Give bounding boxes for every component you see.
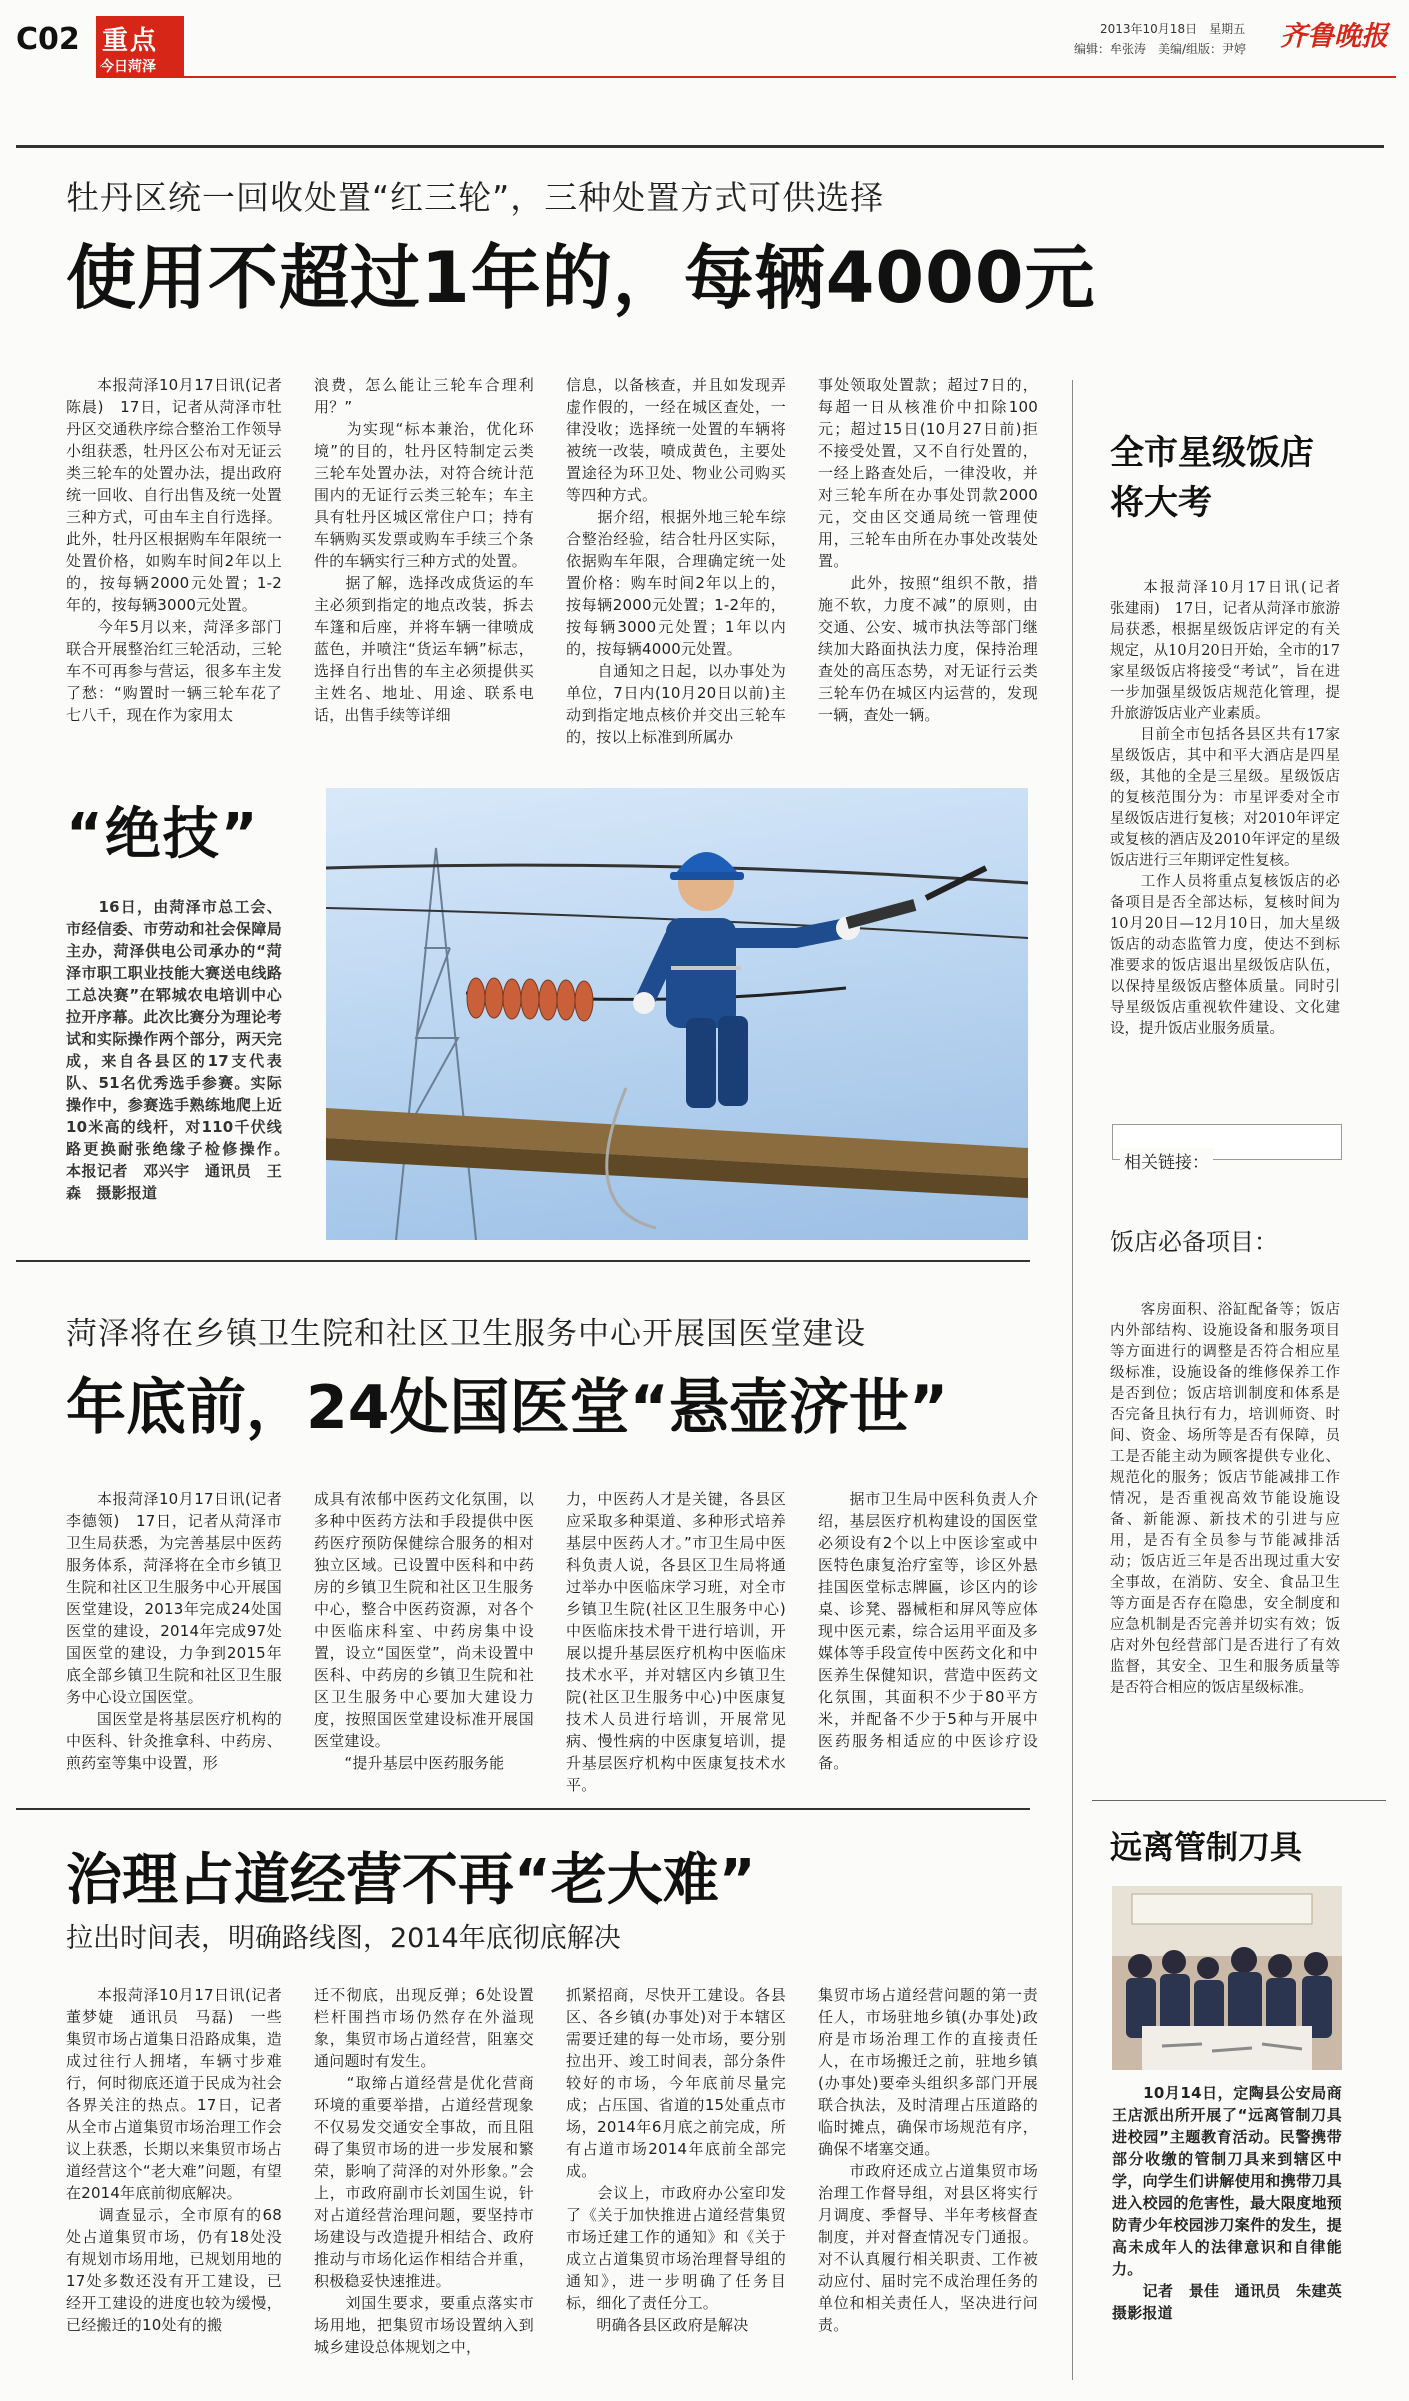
photo1-caption: 16日，由菏泽市总工会、市经信委、市劳动和社会保障局主办，菏泽供电公司承办的“菏泽市职工职业技能大赛送电线路工总决赛”在郓城农电培训中心拉开序幕。此次比赛分为理论考试和实际操作两个部分，两天完成，来自各县区的17支代表队、51名优秀选手参赛。实际操作中，参赛选手熟练地爬上近10米高的线杆，对110千伏线路更换耐张绝缘子检修操作。 本报记者 邓兴宇 通讯员 王森 摄影报道 xyxy=(66,898,298,1202)
story1-column-3: 信息，以备核查，并且如发现弄虚作假的，一经在城区查处，一律没收；选择统一处置的车辆将被统一改装，喷成黄色，主要处置途径为环卫处、物业公司购买等四种方式。 据介绍，根据外地三轮车综合整治经验，结合牡丹区实际，依据购车年限，合理确定统一处置价格：购车时间2年以上的，按每辆2000元处置；1-2年的，按每辆3000元处置；1年以内的，按每辆4000元处置。 自通知之日起，以办事处为单位，7日内(10月20日以前)主动到指定地点核价并交出三轮车的，按以上标准到所属办 xyxy=(566,376,786,746)
sidebar-checklist: 客房面积、浴缸配备等；饭店内外部结构、设施设备和服务项目等方面进行的调整是否符合相应星级标准，设施设备的维修保养工作是否到位；饭店培训制度和体系是否完备且执行有力，培训师资、时间、资金、场所等是否有保障，员工是否能主动为顾客提供专业化、规范化的服务；饭店节能减排工作情况，是否重视高效节能设施设备、新能源、新技术的引进与应用，是否有全员参与节能减排活动；饭店近三年是否出现过重大安全事故，在消防、安全、食品卫生等方面是否存在隐患，安全制度和应急机制是否完善并切实有效；饭店对外包经营部门是否进行了有效监督，其安全、卫生和服务质量等是否符合相应的饭店星级标准。 xyxy=(1110,1302,1340,1696)
police-classroom-photo xyxy=(1112,1886,1342,2070)
story3-column-4: 集贸市场占道经营问题的第一责任人，市场驻地乡镇(办事处)政府是市场治理工作的直接责任人，在市场搬迁之前，驻地乡镇(办事处)要牵头组织多部门开展联合执法，及时清理占压道路的临时摊点，确保市场规范有序，确保不堵塞交通。 市政府还成立占道集贸市场治理工作督导组，对县区将实行月调度、季督导、半年考核督查制度，并对督查情况专门通报。对不认真履行相关职责、工作被动应付、届时完不成治理任务的单位和相关责任人，坚决进行问责。 xyxy=(818,1986,1038,2334)
sidebar-news-title: 远离管制刀具 xyxy=(1110,1828,1303,1866)
related-link-label[interactable]: 相关链接： xyxy=(1120,1148,1213,1173)
sidebar-news-rule xyxy=(1092,1800,1386,1801)
header-underline xyxy=(96,76,1396,78)
date-line: 2013年10月18日 星期五 xyxy=(1100,22,1246,36)
editor-line: 编辑：牟张涛 美编/组版：尹婷 xyxy=(1074,42,1247,56)
story2-headline: 年底前，24处国医堂“悬壶济世” xyxy=(66,1373,949,1443)
story1-column-1: 本报菏泽10月17日讯(记者 陈晨) 17日，记者从菏泽市牡丹区交通秩序综合整治工作领导小组获悉，牡丹区公布对无证云类三轮车的处置办法，提出政府统一回收、自行出售及统一处置三种方式，可由车主自行选择。此外，牡丹区根据购车年限统一处置价格，如购车时间2年以上的，按每辆2000元处置；1-2年的，按每辆3000元处置。 今年5月以来，菏泽多部门联合开展整治红三轮活动，三轮车不可再参与营运，很多车主发了愁：“购置时一辆三轮车花了七八千，现在作为家用太 xyxy=(66,376,282,724)
story1-column-4: 事处领取处置款；超过7日的，每超一日从核准价中扣除100元；超过15日(10月27日前)拒不接受处置，又不自行处置的，一经上路查处后，一律没收，并对三轮车所在办事处罚款2000元，交由区交通局统一管理使用，三轮车由所在办事处改装处置。 此外，按照“组织不散，措施不软，力度不减”的原则，由交通、公安、城市执法等部门继续加大路面执法力度，保持治理查处的高压态势，对无证行云类三轮车仍在城区内运营的，发现一辆，查处一辆。 xyxy=(818,376,1038,724)
story3-headline: 治理占道经营不再“老大难” xyxy=(66,1848,756,1913)
story1-headline: 使用不超过1年的，每辆4000元 xyxy=(66,237,1096,319)
sidebar-title: 全市星级饭店将大考 xyxy=(1110,433,1314,523)
masthead-logo: 齐鲁晚报 xyxy=(1280,21,1388,52)
story3-column-2: 迁不彻底，出现反弹；6处设置栏杆围挡市场仍然存在外溢现象，集贸市场占道经营，阻塞交通问题时有发生。 “取缔占道经营是优化营商环境的重要举措，占道经营现象不仅易发交通安全事故，而且阻碍了集贸市场的进一步发展和繁荣，影响了菏泽的对外形象。”会上，市政府副市长刘国生说，针对占道经营治理问题，要坚持市场建设与改造提升相结合、政府推动与市场化运作相结合并重，积极稳妥快速推进。 刘国生要求，要重点落实市场用地，把集贸市场设置纳入到城乡建设总体规划之中， xyxy=(314,1986,534,2356)
story3-top-rule xyxy=(16,1808,1030,1810)
page-number: C02 xyxy=(16,22,80,57)
sidebar-subtitle: 饭店必备项目： xyxy=(1110,1228,1278,1256)
section-subtitle: 今日菏泽 xyxy=(100,59,156,75)
story2-column-2: 成具有浓郁中医药文化氛围，以多种中医药方法和手段提供中医药医疗预防保健综合服务的相对独立区域。已设置中医科和中药房的乡镇卫生院和社区卫生服务中心，整合中医药资源，对各个中医临床科室、中药房集中设置，设立“国医堂”，尚未设置中医科、中药房的乡镇卫生院和社区卫生服务中心要加大建设力度，按照国医堂建设标准开展国医堂建设。 “提升基层中医药服务能 xyxy=(314,1490,534,1772)
sidebar-divider xyxy=(1072,380,1073,2380)
sidebar-news-caption: 10月14日，定陶县公安局商王店派出所开展了“远离管制刀具进校园”主题教育活动。民警携带部分收缴的管制刀具来到辖区中学，向学生们讲解使用和携带刀具进入校园的危害性，最大限度地预防青少年校园涉刀案件的发生，提高未成年人的法律意识和自律能力。 记者 景佳 通讯员 朱建英 摄影报道 xyxy=(1112,2084,1342,2322)
story1-top-rule xyxy=(16,145,1384,148)
section-title: 重点 xyxy=(102,26,159,56)
story3-column-1: 本报菏泽10月17日讯(记者 董梦婕 通讯员 马磊) 一些集贸市场占道集日沿路成集，造成过往行人拥堵，车辆寸步难行，何时彻底还道于民成为社会各界关注的热点。17日，记者从全市占道集贸市场治理工作会议上获悉，长期以来集贸市场占道经营这个“老大难”问题，有望在2014年底前彻底解决。 调查显示，全市原有的68处占道集贸市场，仍有18处没有规划市场用地，已规划用地的17处多数还没有开工建设，已经开工建设的进度也较为缓慢，已经搬迁的10处有的搬 xyxy=(66,1986,282,2334)
lineman-photo xyxy=(326,788,1028,1240)
story2-kicker: 菏泽将在乡镇卫生院和社区卫生服务中心开展国医堂建设 xyxy=(66,1316,866,1352)
story3-column-3: 抓紧招商，尽快开工建设。各县区、各乡镇(办事处)对于本辖区需要迁建的每一处市场，要分别拉出开、竣工时间表，部分条件较好的市场，今年底前尽量完成；占压国、省道的15处重点市场，2014年6月底之前完成，所有占道市场2014年底前全部完成。 会议上，市政府办公室印发了《关于加快推进占道经营集贸市场迁建工作的通知》和《关于成立占道集贸市场治理督导组的通知》，进一步明确了任务目标，细化了责任分工。 明确各县区政府是解决 xyxy=(566,1986,786,2334)
story2-top-rule xyxy=(16,1260,1030,1262)
story1-column-2: 浪费，怎么能让三轮车合理利用？” 为实现“标本兼治，优化环境”的目的，牡丹区特制定云类三轮车处置办法，对符合统计范围内的无证行云类三轮车；车主具有牡丹区城区常住户口；持有车辆购买发票或购车手续三个条件的车辆实行三种方式的处置。 据了解，选择改成货运的车主必须到指定的地点改装，拆去车篷和后座，并将车辆一律喷成蓝色，并喷注“货运车辆”标志，选择自行出售的车主必须提供买主姓名、地址、用途、联系电话，出售手续等详细 xyxy=(314,376,534,724)
story2-column-1: 本报菏泽10月17日讯(记者 李德领) 17日，记者从菏泽市卫生局获悉，为完善基层中医药服务体系，菏泽将在全市乡镇卫生院和社区卫生服务中心开展国医堂建设，2013年完成24处国医堂的建设，2014年完成97处国医堂的建设，力争到2015年底全部乡镇卫生院和社区卫生服务中心设立国医堂。 国医堂是将基层医疗机构的中医科、针灸推拿科、中药房、煎药室等集中设置，形 xyxy=(66,1490,282,1772)
story2-column-3: 力，中医药人才是关键，各县区应采取多种渠道、多种形式培养基层中医药人才。”市卫生局中医科负责人说，各县区卫生局将通过举办中医临床学习班，对全市乡镇卫生院(社区卫生服务中心)中医临床技术骨干进行培训，开展以提升基层医疗机构中医临床技术水平，并对辖区内乡镇卫生院(社区卫生服务中心)中医康复技术人员进行培训，开展常见病、慢性病的中医康复培训，提升基层医疗机构中医康复技术水平。 xyxy=(566,1490,786,1794)
sidebar-article: 本报菏泽10月17日讯(记者 张建雨) 17日，记者从菏泽市旅游局获悉，根据星级饭店评定的有关规定，从10月20日开始，全市的17家星级饭店将接受“考试”，旨在进一步加强星级饭店规范化管理，提升旅游饭店业产业素质。 目前全市包括各县区共有17家星级饭店，其中和平大酒店是四星级，其他的全是三星级。星级饭店的复核范围分为：市星评委对全市星级饭店进行复核；对2010年评定或复核的酒店及2010年评定的星级饭店进行三年期评定性复核。 工作人员将重点复核饭店的必备项目是否全部达标，复核时间为10月20日—12月10日，加大星级饭店的动态监管力度，使达不到标准要求的饭店退出星级饭店队伍，以保持星级饭店整体质量。同时引导星级饭店重视软件建设、文化建设，提升饭店业服务质量。 xyxy=(1110,580,1340,1037)
story3-subhead: 拉出时间表，明确路线图，2014年底彻底解决 xyxy=(66,1923,621,1954)
photo1-title: “绝技” xyxy=(66,802,260,867)
story2-column-4: 据市卫生局中医科负责人介绍，基层医疗机构建设的国医堂必须设有2个以上中医诊室或中医特色康复治疗室等，诊区外悬挂国医堂标志牌匾，诊区内的诊桌、诊凳、器械柜和屏风等应体现中医元素，综合运用平面及多媒体等手段宣传中医药文化和中医养生保健知识，营造中医药文化氛围，其面积不少于80平方米，并配备不少于5种与开展中医药服务相适应的中医诊疗设备。 xyxy=(818,1490,1038,1772)
story1-kicker: 牡丹区统一回收处置“红三轮”，三种处置方式可供选择 xyxy=(66,178,885,217)
